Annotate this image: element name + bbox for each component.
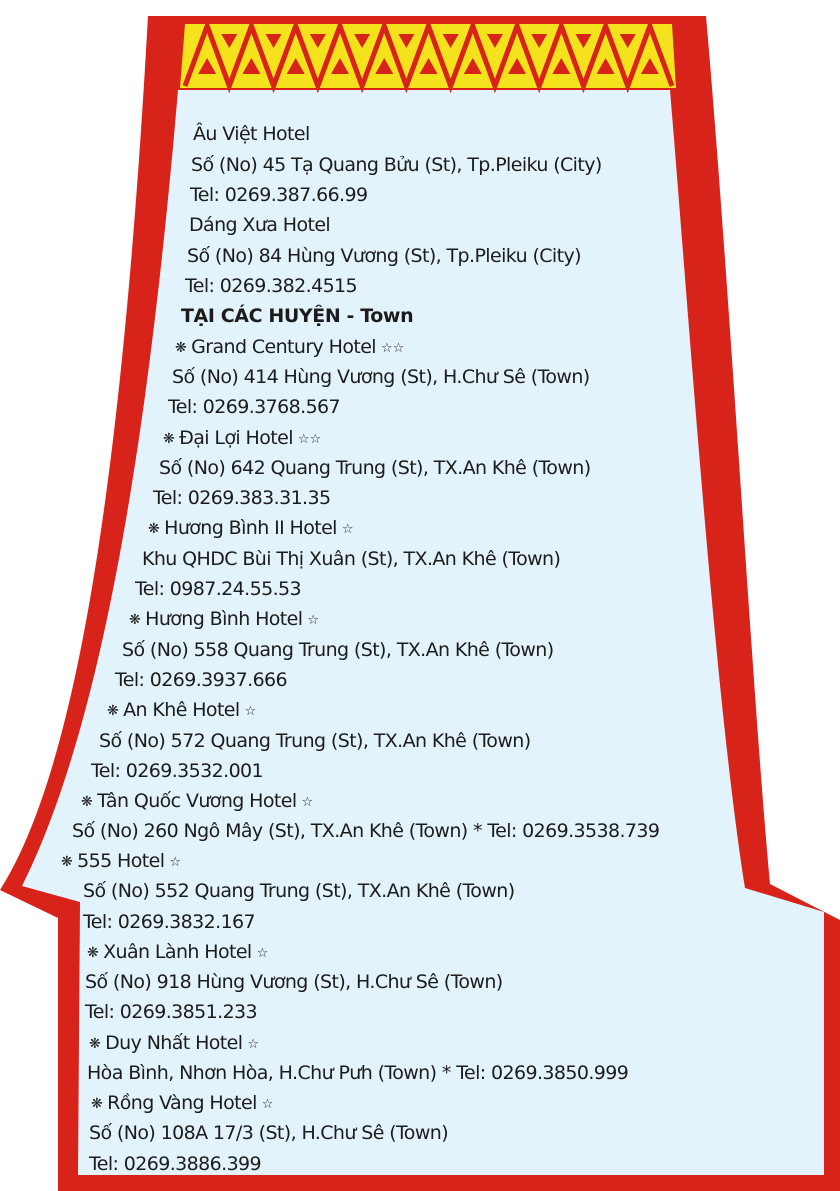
hotel-name: 555 Hotel	[77, 850, 165, 872]
hotel-address: Số (No) 552 Quang Trung (St), TX.An Khê (Town)	[83, 880, 515, 902]
hotel-name: Tân Quốc Vương Hotel	[97, 790, 297, 812]
hotel-tel: Tel: 0269.3832.167	[83, 911, 256, 933]
hotel-tel: Tel: 0269.3532.001	[91, 760, 264, 782]
hotel-address: Số (No) 260 Ngô Mây (St), TX.An Khê (Town) * Tel: 0269.3538.739	[72, 820, 660, 842]
hotel-tel: Tel: 0269.3851.233	[85, 1001, 258, 1023]
star-rating: ☆	[247, 1037, 260, 1052]
hotel-name-row	[163, 426, 321, 452]
snowflake-bullet-icon: ❋	[81, 794, 93, 810]
hotel-address: Số (No) 572 Quang Trung (St), TX.An Khê (Town)	[99, 730, 531, 752]
star-rating: ☆	[307, 613, 320, 628]
hotel-tel: Tel: 0269.383.31.35	[153, 487, 331, 509]
hotel-name: Âu Việt Hotel	[193, 123, 310, 145]
star-rating: ☆☆	[297, 432, 322, 447]
snowflake-bullet-icon: ❋	[129, 612, 141, 628]
star-rating: ☆	[301, 795, 314, 810]
hotel-name-row	[107, 698, 256, 724]
hotel-name: An Khê Hotel	[123, 699, 240, 721]
hotel-address: Số (No) 84 Hùng Vương (St), Tp.Pleiku (City)	[187, 245, 581, 267]
hotel-address: Số (No) 45 Tạ Quang Bửu (St), Tp.Pleiku (City)	[191, 154, 602, 176]
star-rating: ☆	[341, 522, 354, 537]
hotel-name-row	[61, 849, 181, 875]
hotel-name: Hương Bình II Hotel	[164, 517, 337, 539]
hotel-address: Số (No) 414 Hùng Vương (St), H.Chư Sê (Town)	[172, 366, 590, 388]
hotel-name-row	[148, 516, 354, 542]
hotel-tel: Tel: 0269.387.66.99	[190, 184, 368, 206]
hotel-name-row	[81, 789, 313, 815]
hotel-tel: Tel: 0269.3886.399	[89, 1153, 262, 1175]
hotel-name: Duy Nhất Hotel	[105, 1032, 243, 1054]
snowflake-bullet-icon: ❋	[89, 1036, 101, 1052]
hotel-name: Dáng Xưa Hotel	[189, 214, 331, 236]
hotel-name: Hương Bình Hotel	[145, 608, 303, 630]
snowflake-bullet-icon: ❋	[148, 521, 160, 537]
hotel-tel: Tel: 0269.3768.567	[168, 396, 341, 418]
hotel-address: Số (No) 642 Quang Trung (St), TX.An Khê (Town)	[159, 457, 591, 479]
hotel-name: Grand Century Hotel	[191, 336, 376, 358]
hotel-name-row	[129, 607, 319, 633]
hotel-tel: Tel: 0987.24.55.53	[135, 578, 301, 600]
hotel-name-row	[89, 1031, 259, 1057]
snowflake-bullet-icon: ❋	[163, 431, 175, 447]
hotel-name: Xuân Lành Hotel	[103, 941, 252, 963]
star-rating: ☆	[169, 855, 182, 870]
hotel-name: Đại Lợi Hotel	[179, 427, 293, 449]
snowflake-bullet-icon: ❋	[91, 1096, 103, 1112]
hotel-name: Rồng Vàng Hotel	[107, 1092, 257, 1114]
hotel-tel: Tel: 0269.3937.666	[115, 669, 288, 691]
star-rating: ☆	[244, 704, 257, 719]
snowflake-bullet-icon: ❋	[61, 854, 73, 870]
hotel-name-row	[175, 335, 404, 361]
star-rating: ☆☆	[380, 341, 405, 356]
hotel-address: Số (No) 918 Hùng Vương (St), H.Chư Sê (Town)	[85, 971, 503, 993]
hotel-tel: Tel: 0269.382.4515	[185, 275, 358, 297]
hotel-address: Số (No) 558 Quang Trung (St), TX.An Khê (Town)	[122, 639, 554, 661]
hotel-address: Số (No) 108A 17/3 (St), H.Chư Sê (Town)	[89, 1122, 449, 1144]
snowflake-bullet-icon: ❋	[87, 945, 99, 961]
section-heading: TẠI CÁC HUYỆN - Town	[181, 305, 414, 327]
hotel-name-row	[91, 1091, 273, 1117]
hotel-address: Hòa Bình, Nhơn Hòa, H.Chư Pưh (Town) * Tel: 0269.3850.999	[87, 1062, 629, 1084]
snowflake-bullet-icon: ❋	[107, 703, 119, 719]
hotel-name-row	[87, 940, 268, 966]
star-rating: ☆	[256, 946, 269, 961]
snowflake-bullet-icon: ❋	[175, 340, 187, 356]
star-rating: ☆	[261, 1097, 274, 1112]
hotel-address: Khu QHDC Bùi Thị Xuân (St), TX.An Khê (Town)	[142, 548, 561, 570]
